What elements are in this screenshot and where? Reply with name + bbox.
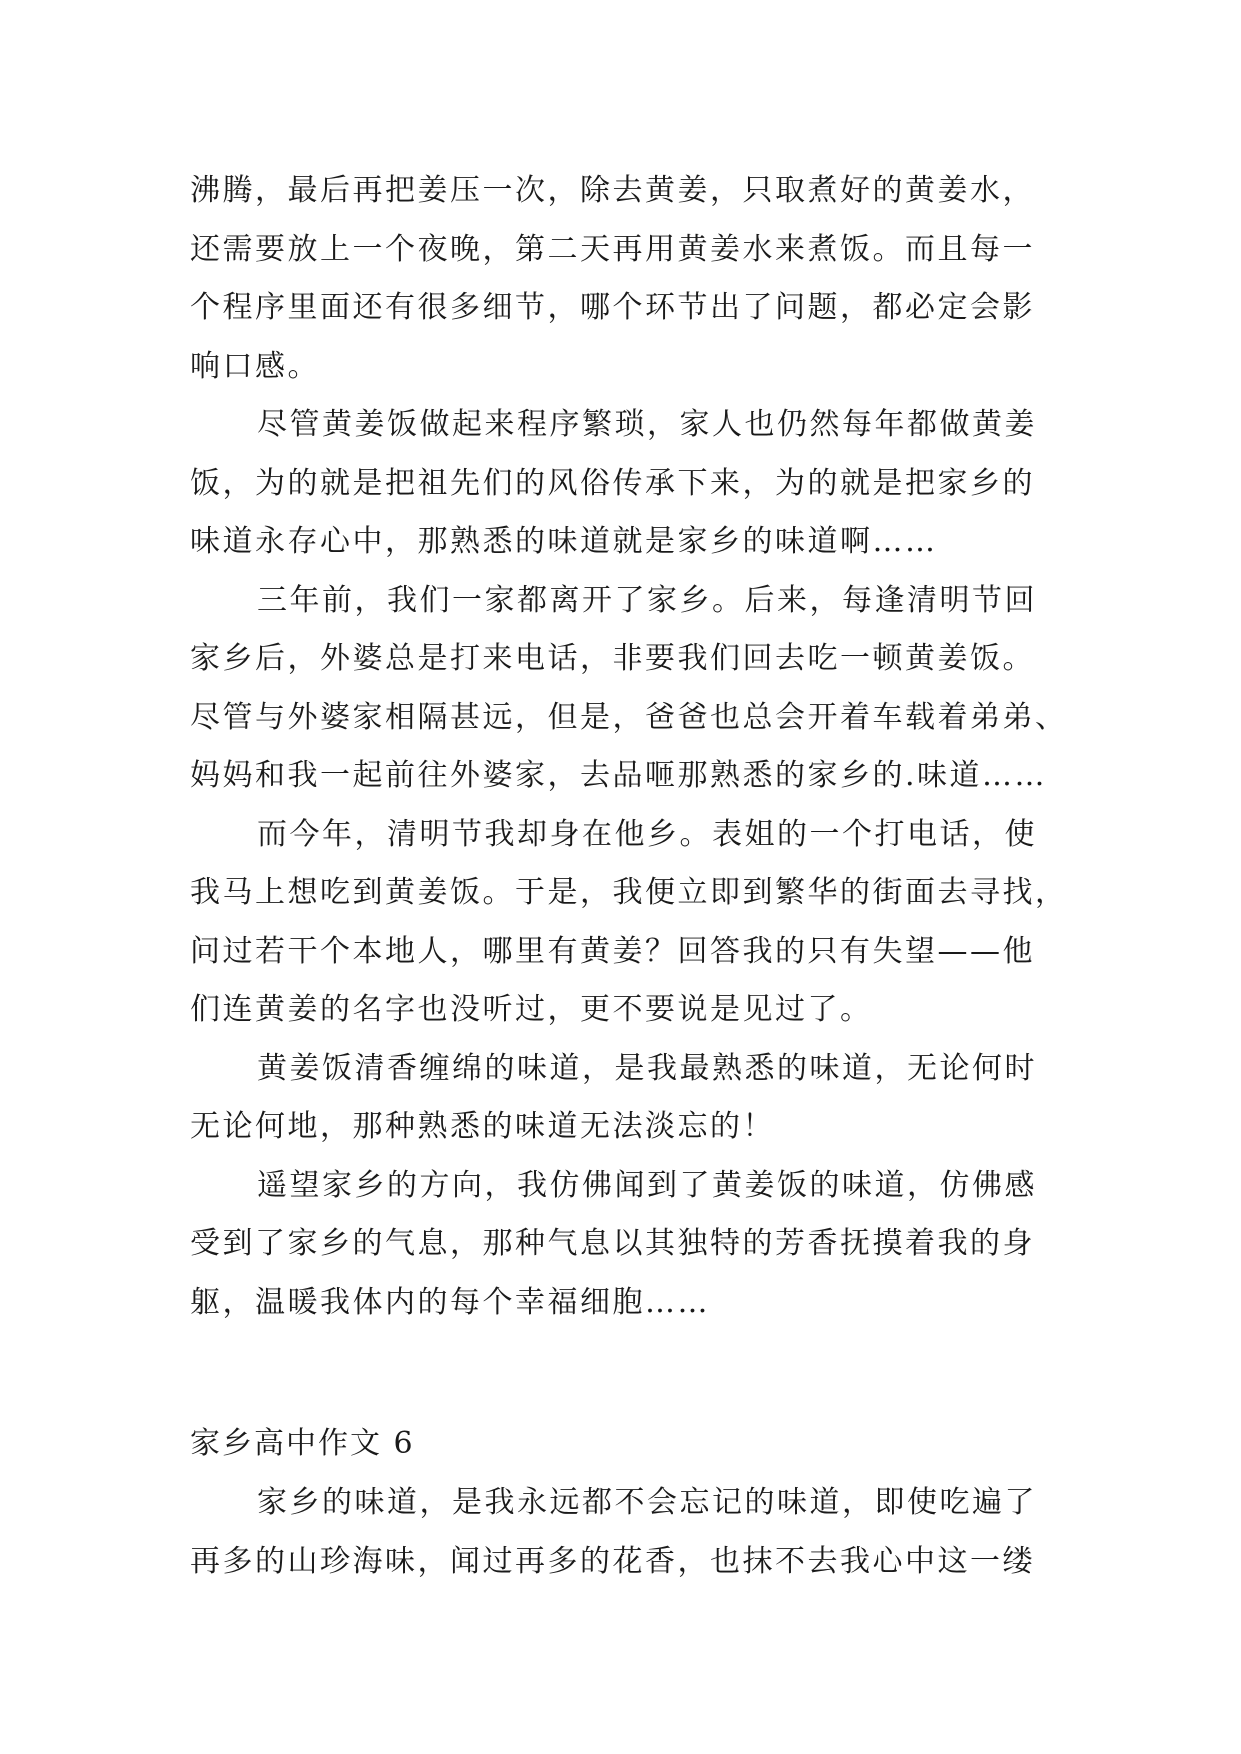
text-line: 无论何地，那种熟悉的味道无法淡忘的！: [190, 1109, 775, 1144]
paragraph: [190, 396, 1052, 572]
text-line: 响口感。: [190, 348, 320, 384]
text-line: 再多的山珍海味，闻过再多的花香，也抹不去我心中这一缕: [190, 1543, 1035, 1579]
text-line: 而今年，清明节我却身在他乡。表姐的一个打电话，使: [257, 816, 1037, 852]
text-line: 问过若干个本地人，哪里有黄姜？回答我的只有失望——他: [190, 933, 1035, 969]
text-line: 受到了家乡的气息，那种气息以其独特的芳香抚摸着我的身: [190, 1226, 1035, 1261]
text-line: 家乡后，外婆总是打来电话，非要我们回去吃一顿黄姜饭。: [190, 641, 1035, 676]
text-line: 遥望家乡的方向，我仿佛闻到了黄姜饭的味道，仿佛感: [257, 1167, 1037, 1203]
paragraph: [190, 572, 1068, 806]
paragraph: [190, 1474, 1052, 1591]
text-line: 黄姜饭清香缠绵的味道，是我最熟悉的味道，无论何时: [257, 1050, 1037, 1086]
text-line: 尽管黄姜饭做起来程序繁琐，家人也仍然每年都做黄姜: [257, 407, 1037, 442]
paragraph: [190, 1157, 1052, 1333]
text-line: 味道永存心中，那熟悉的味道就是家乡的味道啊……: [190, 524, 938, 559]
paragraph: [190, 162, 1052, 396]
text-line: 饭，为的就是把祖先们的风俗传承下来，为的就是把家乡的: [190, 465, 1035, 501]
paragraph: [190, 806, 1068, 1040]
section-spacer: [190, 1332, 1052, 1414]
text-line: 三年前，我们一家都离开了家乡。后来，每逢清明节回: [257, 582, 1037, 618]
text-line: 还需要放上一个夜晚，第二天再用黄姜水来煮饭。而且每一: [190, 231, 1035, 267]
text-line: 沸腾，最后再把姜压一次，除去黄姜，只取煮好的黄姜水，: [190, 173, 1035, 208]
document-body: [190, 162, 1068, 1591]
text-line: 个程序里面还有很多细节，哪个环节出了问题，都必定会影: [190, 290, 1035, 325]
text-line: 我马上想吃到黄姜饭。于是，我便立即到繁华的街面去寻找，: [190, 875, 1068, 910]
text-line: 尽管与外婆家相隔甚远，但是，爸爸也总会开着车载着弟弟、: [190, 699, 1068, 735]
text-line: 们连黄姜的名字也没听过，更不要说是见过了。: [190, 992, 873, 1027]
section-heading: 家乡高中作文 6: [190, 1426, 415, 1461]
text-line: 妈妈和我一起前往外婆家，去品咂那熟悉的家乡的.味道……: [190, 758, 1048, 793]
paragraph: [190, 1040, 1052, 1157]
text-line: 家乡的味道，是我永远都不会忘记的味道，即使吃遍了: [257, 1485, 1037, 1520]
text-line: 躯，温暖我体内的每个幸福细胞……: [190, 1284, 710, 1320]
